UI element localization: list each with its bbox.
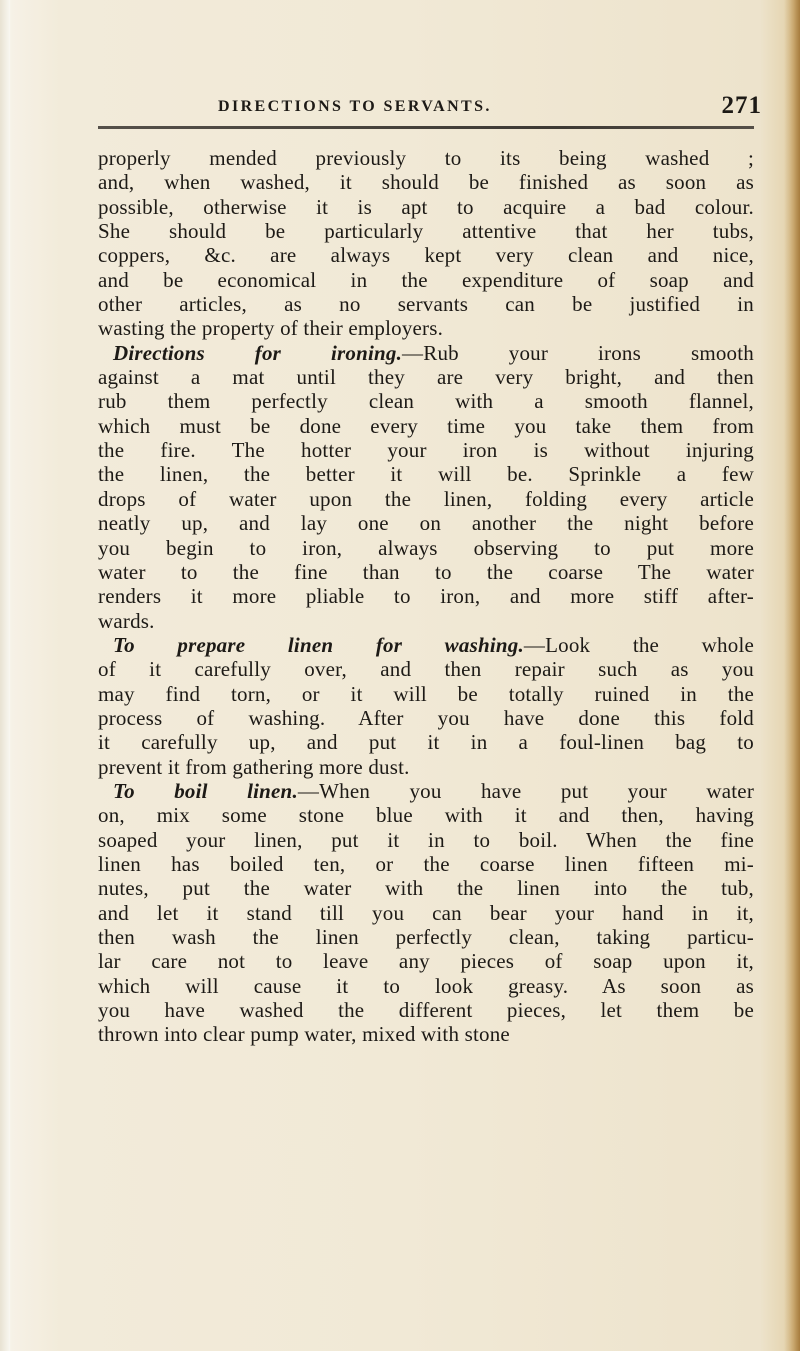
text-line	[98, 170, 754, 194]
text-line	[98, 219, 754, 243]
text-line	[98, 536, 754, 560]
line-text: water to the fine than to the coarse The water	[98, 559, 754, 584]
text-line	[98, 998, 754, 1022]
line-text: neatly up, and lay one on another the night before	[98, 511, 754, 536]
text-line	[98, 365, 754, 389]
text-line	[98, 560, 754, 584]
line-text: drops of water upon the linen, folding every article	[98, 486, 754, 511]
section-heading: Directions for ironing.	[113, 340, 403, 365]
text-line	[98, 706, 754, 730]
line-text: wasting the property of their employers.	[98, 316, 444, 341]
text-line	[98, 584, 754, 608]
text-line	[98, 779, 754, 803]
text-line	[98, 828, 754, 852]
line-text: prevent it from gathering more dust.	[98, 754, 410, 779]
text-line	[98, 755, 754, 779]
line-text: —When you have put your water	[297, 778, 755, 803]
line-text: soaped your linen, put it in to boil. When the fine	[98, 827, 754, 852]
text-line	[98, 609, 754, 633]
line-text: the fire. The hotter your iron is without injuring	[98, 438, 754, 463]
line-text: of it carefully over, and then repair such as you	[98, 657, 754, 682]
line-text: renders it more pliable to iron, and more stiff after-	[98, 584, 754, 609]
line-text: process of washing. After you have done this fold	[98, 705, 754, 730]
line-text: and be economical in the expenditure of soap and	[98, 267, 754, 292]
text-line	[98, 901, 754, 925]
text-line	[98, 146, 754, 170]
text-line	[98, 925, 754, 949]
line-text: you begin to iron, always observing to put more	[98, 535, 754, 560]
page-edge-shadow	[784, 0, 800, 1351]
line-text: and, when washed, it should be finished as soon as	[98, 170, 754, 195]
line-text: which will cause it to look greasy. As soon as	[98, 973, 754, 998]
text-line	[98, 803, 754, 827]
text-line	[98, 341, 754, 365]
line-text: properly mended previously to its being washed ;	[98, 146, 754, 170]
text-line	[98, 974, 754, 998]
section-heading: To boil linen.	[113, 778, 298, 803]
line-text: and let it stand till you can bear your hand in it,	[98, 900, 754, 925]
line-text: wards.	[98, 608, 155, 633]
text-line	[98, 949, 754, 973]
text-line	[98, 633, 754, 657]
text-line	[98, 243, 754, 267]
page-header	[218, 92, 762, 124]
line-text: the linen, the better it will be. Sprinkle a few	[98, 462, 754, 487]
text-line	[98, 316, 754, 340]
text-line	[98, 852, 754, 876]
text-line	[98, 268, 754, 292]
text-line	[98, 389, 754, 413]
section-heading: To prepare linen for washing.	[113, 632, 524, 657]
text-line	[98, 876, 754, 900]
line-text: other articles, as no servants can be justified in	[98, 292, 754, 317]
line-text: you have washed the different pieces, let them be	[98, 998, 754, 1023]
line-text: nutes, put the water with the linen into the tub,	[98, 876, 754, 901]
text-line	[98, 682, 754, 706]
text-line	[98, 292, 754, 316]
line-text: rub them perfectly clean with a smooth flannel,	[98, 389, 754, 414]
text-line	[98, 511, 754, 535]
line-text: then wash the linen perfectly clean, taking particu-	[98, 925, 754, 949]
line-text: —Look the whole	[523, 632, 754, 657]
line-text: thrown into clear pump water, mixed with stone	[98, 1022, 510, 1047]
text-line	[98, 657, 754, 681]
line-text: coppers, &c. are always kept very clean and nice,	[98, 243, 754, 268]
text-line	[98, 487, 754, 511]
text-line	[98, 730, 754, 754]
text-line	[98, 1022, 754, 1046]
header-rule	[98, 126, 754, 129]
line-text: it carefully up, and put it in a foul-linen bag to	[98, 730, 754, 755]
text-line	[98, 414, 754, 438]
line-text: against a mat until they are very bright, and then	[98, 365, 754, 390]
line-text: may find torn, or it will be totally ruined in the	[98, 681, 754, 706]
line-text: on, mix some stone blue with it and then, having	[98, 803, 754, 828]
body-text	[98, 146, 754, 1047]
line-text: which must be done every time you take them from	[98, 413, 754, 438]
line-text: —Rub your irons smooth	[402, 340, 754, 365]
text-line	[98, 195, 754, 219]
text-line	[98, 438, 754, 462]
line-text: linen has boiled ten, or the coarse linen fifteen mi-	[98, 851, 754, 876]
page-gutter	[0, 0, 10, 1351]
page-number: 271	[721, 92, 762, 119]
line-text: lar care not to leave any pieces of soap upon it,	[98, 949, 754, 974]
text-line	[98, 462, 754, 486]
line-text: possible, otherwise it is apt to acquire a bad colour.	[98, 194, 754, 219]
running-head: DIRECTIONS TO SERVANTS.	[218, 98, 492, 115]
line-text: She should be particularly attentive that her tubs,	[98, 219, 754, 244]
